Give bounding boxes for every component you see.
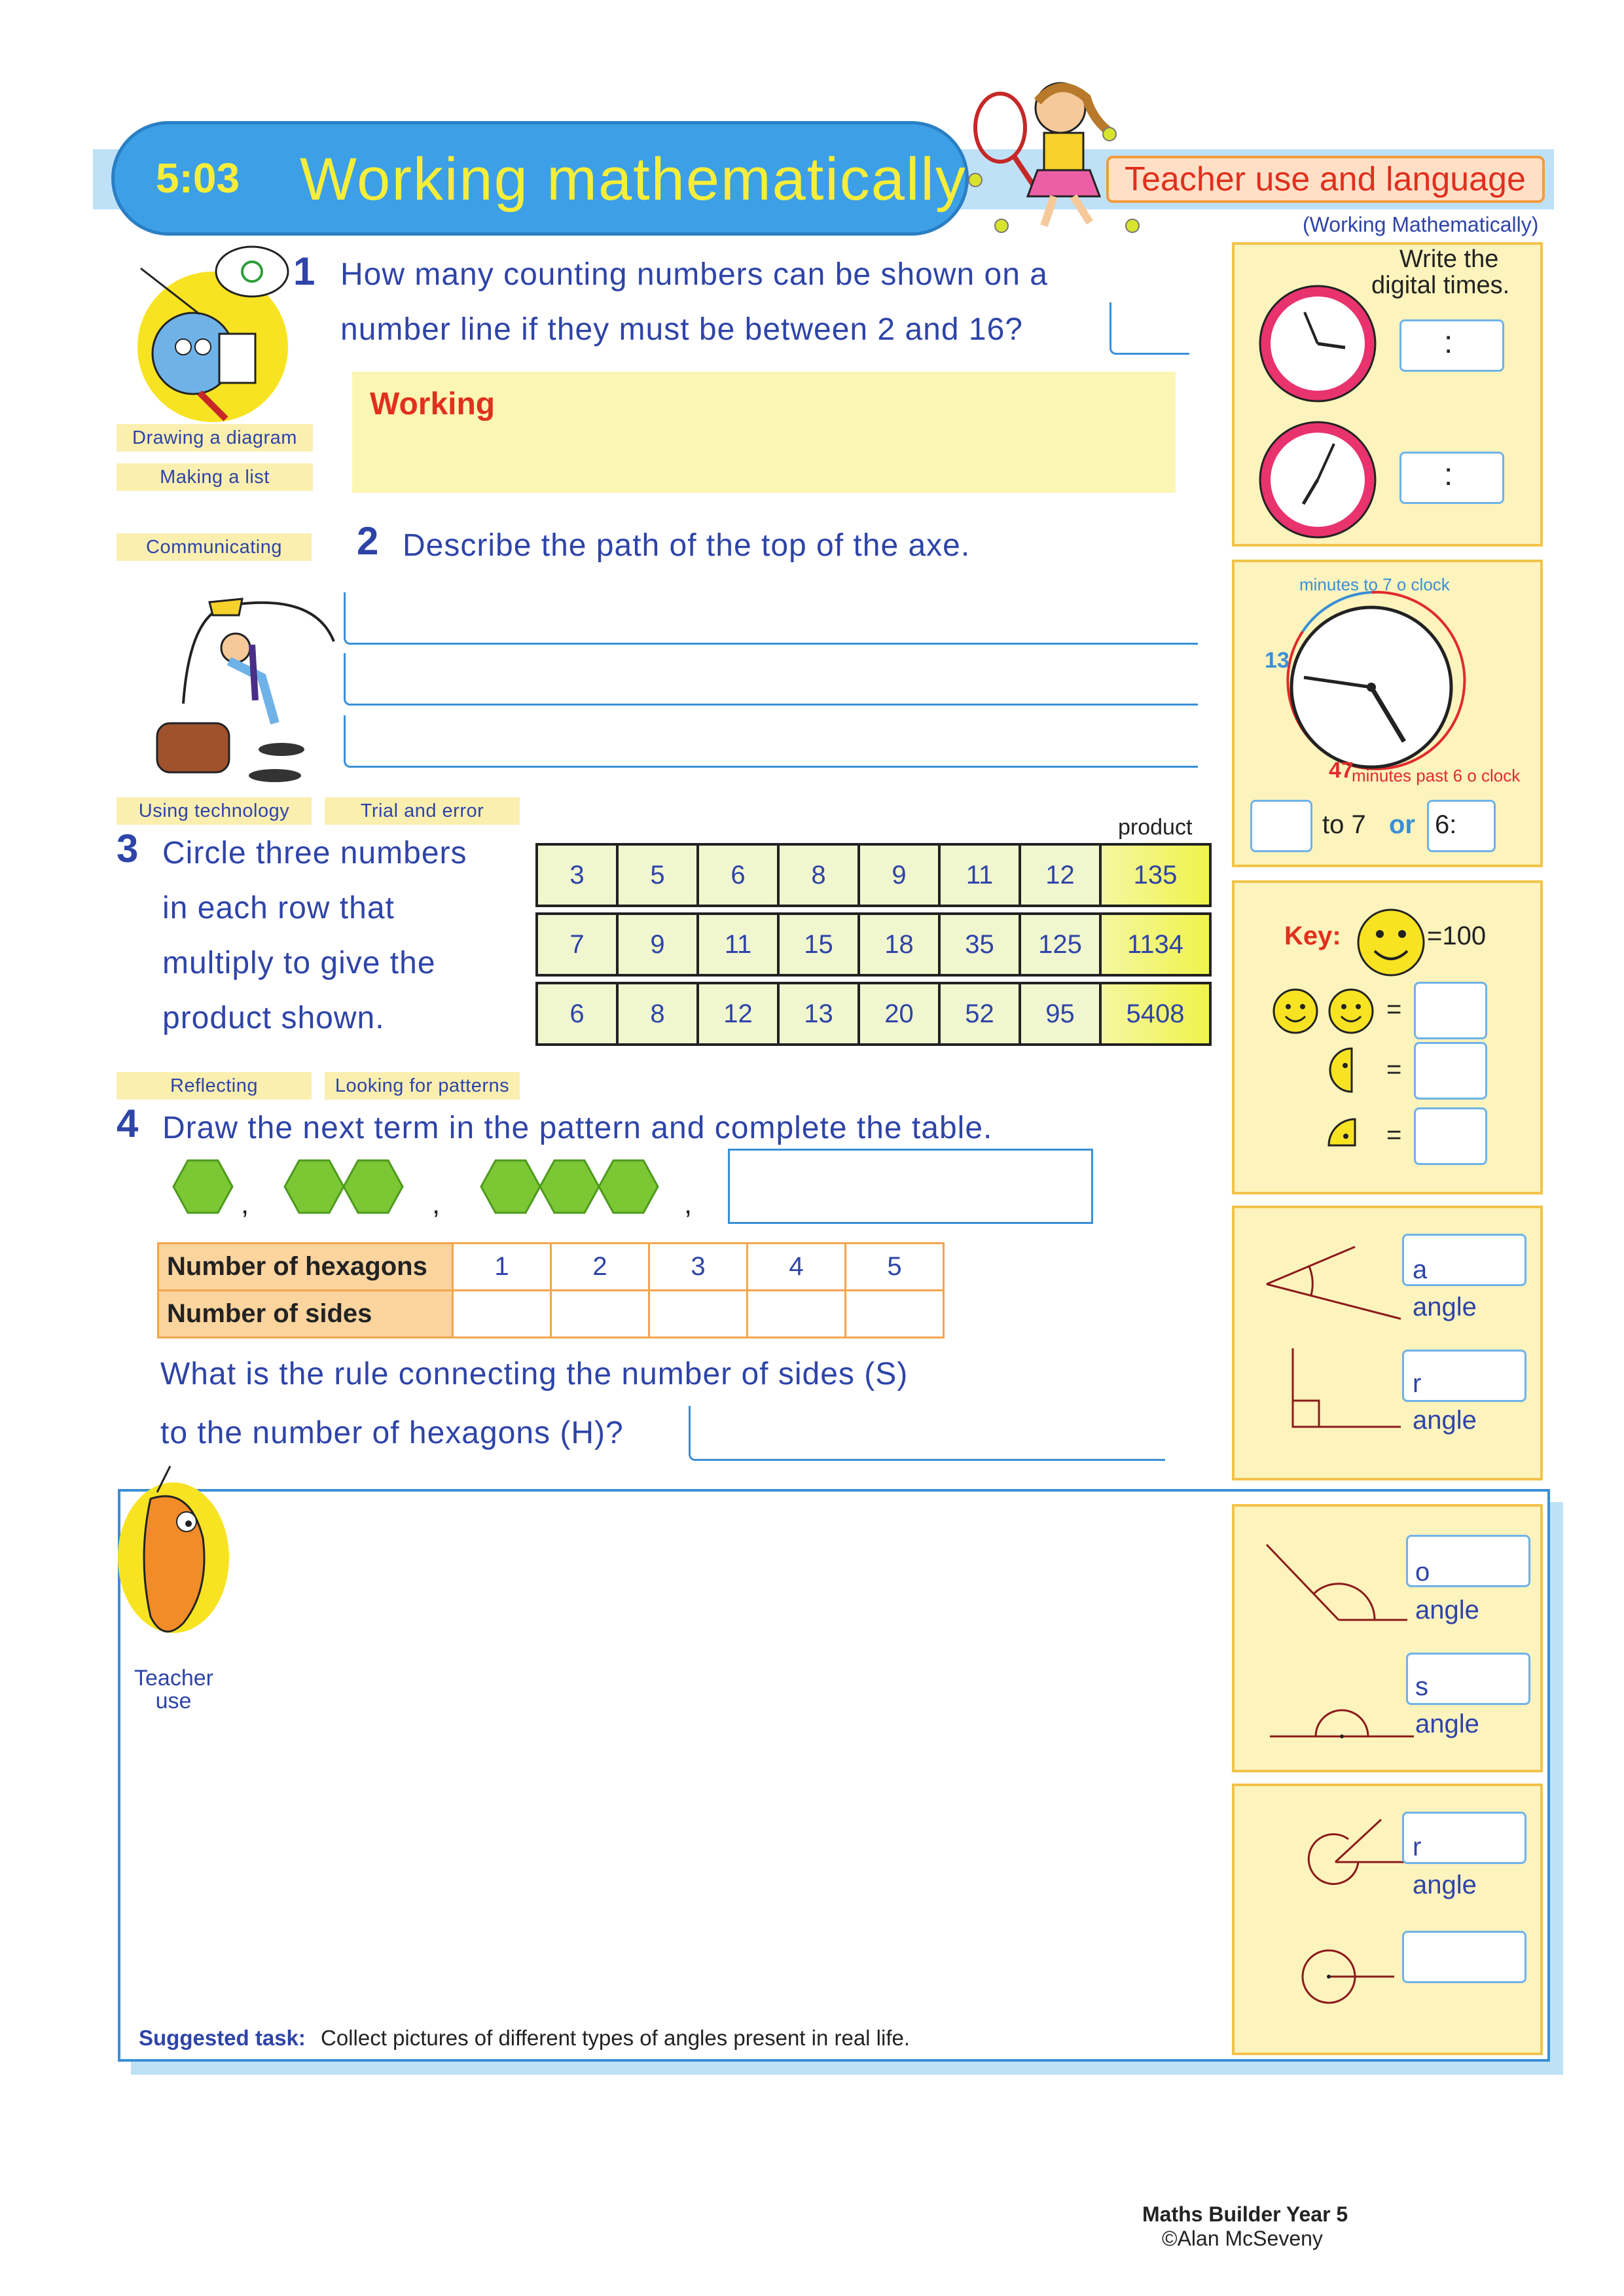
number-cell[interactable]: 12: [698, 983, 778, 1045]
key-eq-3: =: [1386, 1121, 1402, 1149]
half-smiley-icon: [1326, 1046, 1358, 1095]
q3-text-line3: multiply to give the: [162, 946, 436, 980]
tag-reflecting: Reflecting: [117, 1072, 312, 1100]
angle-letter-r2: r: [1413, 1833, 1422, 1861]
q4-number: 4: [117, 1102, 139, 1145]
fish-illustration: [111, 1460, 242, 1656]
angle-word-3: angle: [1415, 1596, 1479, 1624]
tag-making-list: Making a list: [117, 463, 313, 491]
tennis-girl-illustration: [962, 62, 1159, 242]
clocks-title-2: digital times.: [1371, 272, 1510, 299]
hexagon-shape: [285, 1160, 344, 1213]
key-equals-100: =100: [1427, 922, 1487, 950]
hexagon-count-cell: 3: [649, 1244, 748, 1291]
clocks-title-1: Write the: [1399, 245, 1499, 273]
angle-letter-o: o: [1415, 1558, 1430, 1587]
reflex-angle-diagram: [1283, 1816, 1414, 1895]
header-subtitle: (Working Mathematically): [1303, 213, 1539, 236]
q2-answer-line-1[interactable]: [344, 592, 1198, 645]
big-clock-top-num: 13: [1265, 648, 1290, 673]
number-cell[interactable]: 9: [617, 914, 698, 975]
obtuse-angle-diagram: [1260, 1538, 1411, 1630]
suggested-task-label: Suggested task:: [139, 2026, 306, 2050]
smiley-answer-3[interactable]: [1414, 1107, 1487, 1165]
tag-communicating: Communicating: [117, 533, 312, 561]
number-cell[interactable]: 11: [939, 844, 1020, 906]
q4-rule-line1: What is the rule connecting the number of sides (S): [160, 1357, 909, 1391]
working-label: Working: [370, 387, 496, 422]
number-cell[interactable]: 95: [1020, 983, 1100, 1045]
q3-text-line1: Circle three numbers: [162, 836, 467, 870]
angle-word-2: angle: [1413, 1406, 1477, 1435]
angle-word-5: angle: [1413, 1871, 1477, 1899]
next-term-box[interactable]: [728, 1149, 1093, 1224]
minutes-to-7-box[interactable]: [1250, 800, 1312, 852]
hexagon-shape: [540, 1160, 599, 1213]
key-label: Key:: [1284, 922, 1341, 950]
revolution-angle-diagram: [1283, 1941, 1398, 2013]
sides-input-cell[interactable]: [453, 1291, 551, 1338]
big-clock-bottom-num: 47: [1329, 758, 1354, 783]
tag-trial-and-error: Trial and error: [325, 797, 520, 825]
pattern-comma-1: ,: [241, 1188, 249, 1220]
tag-drawing-diagram: Drawing a diagram: [117, 424, 313, 452]
smiley-answer-2[interactable]: [1414, 1042, 1487, 1100]
hexagons-row-label: Number of hexagons: [158, 1244, 453, 1291]
hexagon-count-cell: 1: [453, 1244, 551, 1291]
digital-colon-1: :: [1444, 325, 1453, 360]
q2-number: 2: [357, 519, 379, 563]
angle-word-4: angle: [1415, 1710, 1479, 1738]
wizard-illustration: [121, 242, 304, 425]
key-eq-1: =: [1386, 995, 1402, 1024]
pattern-comma-3: ,: [684, 1188, 693, 1220]
sides-input-cell[interactable]: [748, 1291, 846, 1338]
product-cell: 1134: [1100, 914, 1210, 975]
clock-face: [1255, 281, 1380, 406]
smiley-answer-1[interactable]: [1414, 982, 1487, 1039]
acute-angle-diagram: [1260, 1244, 1411, 1329]
key-eq-2: =: [1386, 1055, 1402, 1084]
hexagon-shape: [599, 1160, 658, 1213]
sides-input-cell[interactable]: [649, 1291, 748, 1338]
page-title: Working mathematically: [300, 146, 967, 213]
tag-using-technology: Using technology: [117, 797, 312, 825]
number-row-2: [537, 914, 1210, 975]
teacher-use-label-1: Teacher: [134, 1666, 213, 1691]
number-cell[interactable]: 5: [617, 844, 698, 906]
number-cell[interactable]: 52: [939, 983, 1020, 1045]
sides-input-cell[interactable]: [551, 1291, 649, 1338]
number-cell[interactable]: 8: [778, 844, 859, 906]
right-angle-diagram: [1286, 1345, 1404, 1430]
digital-colon-2: :: [1444, 457, 1453, 492]
q4-rule-line2: to the number of hexagons (H)?: [160, 1416, 624, 1450]
angle-letter-a: a: [1413, 1255, 1428, 1284]
axe-man-illustration: [118, 592, 353, 789]
product-cell: 5408: [1100, 983, 1210, 1045]
number-cell[interactable]: 35: [939, 914, 1020, 975]
product-cell: 135: [1100, 844, 1210, 906]
sides-row-label: Number of sides: [158, 1291, 453, 1338]
number-cell[interactable]: 12: [1020, 844, 1100, 906]
tag-looking-for-patterns: Looking for patterns: [325, 1072, 520, 1100]
angle-letter-s: s: [1415, 1672, 1428, 1701]
number-cell[interactable]: 7: [537, 914, 617, 975]
number-cell[interactable]: 6: [698, 844, 778, 906]
footer-copyright: ©Alan McSeveny: [1162, 2227, 1323, 2250]
clock-face: [1255, 418, 1380, 542]
section-code: 5:03: [156, 154, 240, 202]
hexagon-shape: [481, 1160, 540, 1213]
q1-answer-box[interactable]: [1110, 302, 1189, 355]
number-table-row2: [535, 912, 1212, 977]
hexagon-count-cell: 5: [846, 1244, 944, 1291]
number-cell[interactable]: 11: [698, 914, 778, 975]
number-cell[interactable]: 125: [1020, 914, 1100, 975]
number-cell[interactable]: 3: [537, 844, 617, 906]
sides-input-cell[interactable]: [846, 1291, 944, 1338]
q4-text: Draw the next term in the pattern and complete the table.: [162, 1111, 993, 1145]
number-row-3: [537, 983, 1210, 1045]
number-cell[interactable]: 13: [778, 983, 859, 1045]
number-cell[interactable]: 6: [537, 983, 617, 1045]
q2-answer-line-3[interactable]: [344, 715, 1198, 768]
number-table-row3: [535, 982, 1212, 1046]
straight-angle-diagram: [1267, 1698, 1417, 1751]
hexagon-shape: [173, 1160, 232, 1213]
pattern-comma-2: ,: [432, 1188, 441, 1220]
number-cell[interactable]: 15: [778, 914, 859, 975]
hexagon-pattern: [167, 1155, 743, 1227]
footer-book-title: Maths Builder Year 5: [1142, 2202, 1348, 2226]
big-clock-face: [1263, 573, 1479, 789]
q2-text: Describe the path of the top of the axe.: [403, 528, 971, 563]
angle-letter-r1: r: [1413, 1369, 1422, 1398]
quarter-smiley-icon: [1321, 1111, 1360, 1151]
big-clock-top-label: minutes to 7 o clock: [1299, 575, 1450, 594]
two-smileys-icon: [1271, 987, 1379, 1036]
number-cell[interactable]: 20: [859, 983, 939, 1045]
q3-text-line4: product shown.: [162, 1001, 385, 1035]
hexagon-shape: [344, 1160, 403, 1213]
hexagon-count-cell: 2: [551, 1244, 649, 1291]
teacher-use-tab-label: Teacher use and language: [1125, 160, 1526, 198]
number-table: [535, 843, 1212, 907]
or-label: or: [1389, 810, 1415, 839]
q3-text-line2: in each row that: [162, 891, 395, 925]
angle-word-1: angle: [1413, 1293, 1477, 1321]
hexagon-count-cell: 4: [748, 1244, 846, 1291]
number-cell[interactable]: 18: [859, 914, 939, 975]
angle-answer-revolution[interactable]: [1402, 1931, 1526, 1983]
q1-number: 1: [293, 249, 316, 293]
to-seven-label: to 7: [1322, 810, 1366, 839]
number-cell[interactable]: 8: [617, 983, 698, 1045]
smiley-icon: [1355, 906, 1427, 978]
hexagon-table: [157, 1242, 945, 1338]
q2-answer-line-2[interactable]: [344, 653, 1198, 706]
big-clock-bottom-label: minutes past 6 o clock: [1352, 766, 1521, 785]
six-colon-label: 6:: [1435, 810, 1457, 839]
q1-text-line1: How many counting numbers can be shown on a: [340, 257, 1048, 292]
q4-rule-answer[interactable]: [689, 1406, 1165, 1461]
q3-number: 3: [117, 827, 139, 870]
product-header: product: [1118, 815, 1193, 840]
number-row-1: [537, 844, 1210, 906]
teacher-use-label-2: use: [155, 1689, 192, 1713]
q1-text-line2: number line if they must be between 2 and 16?: [340, 312, 1023, 347]
suggested-task-text: Collect pictures of different types of angles present in real life.: [321, 2026, 911, 2050]
number-cell[interactable]: 9: [859, 844, 939, 906]
